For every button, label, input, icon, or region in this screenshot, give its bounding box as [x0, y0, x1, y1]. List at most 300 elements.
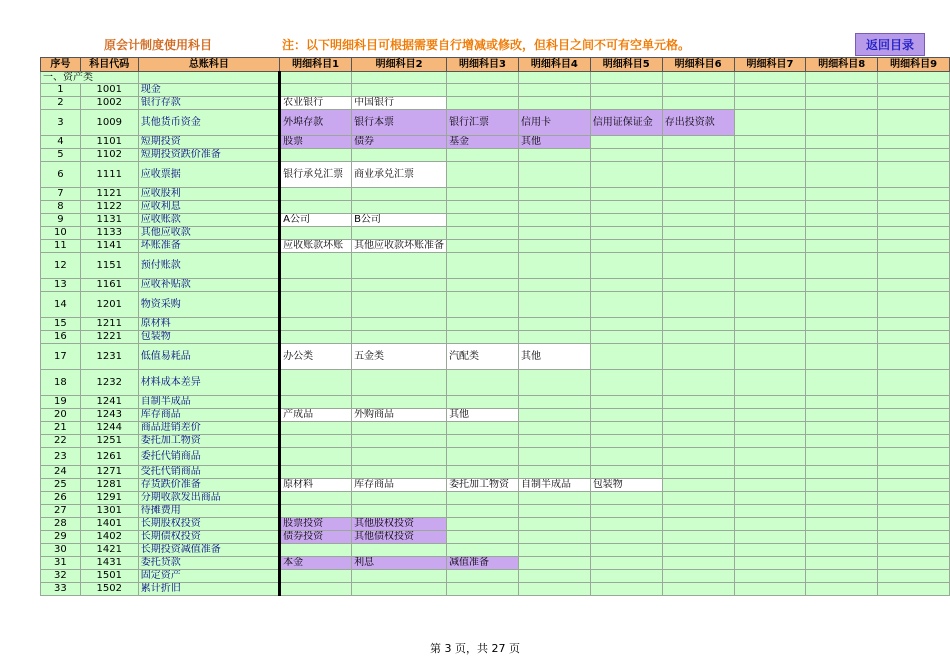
- detail-cell[interactable]: [590, 435, 662, 448]
- detail-cell[interactable]: 信用证保证金: [590, 110, 662, 136]
- detail-cell[interactable]: [518, 557, 590, 570]
- detail-cell[interactable]: [806, 505, 878, 518]
- detail-cell[interactable]: [447, 531, 519, 544]
- detail-cell[interactable]: [662, 240, 734, 253]
- detail-cell[interactable]: [447, 370, 519, 396]
- detail-cell[interactable]: [662, 518, 734, 531]
- detail-cell[interactable]: [734, 149, 806, 162]
- detail-cell[interactable]: [447, 279, 519, 292]
- account-code[interactable]: 1121: [80, 188, 138, 201]
- detail-cell[interactable]: [590, 505, 662, 518]
- detail-cell[interactable]: [878, 162, 950, 188]
- detail-cell[interactable]: 银行承兑汇票: [280, 162, 352, 188]
- detail-cell[interactable]: [590, 240, 662, 253]
- detail-cell[interactable]: [662, 331, 734, 344]
- detail-cell[interactable]: [447, 318, 519, 331]
- detail-cell[interactable]: 五金类: [352, 344, 447, 370]
- account-code[interactable]: 1122: [80, 201, 138, 214]
- detail-cell[interactable]: [734, 435, 806, 448]
- detail-cell[interactable]: [518, 188, 590, 201]
- detail-cell[interactable]: [734, 544, 806, 557]
- detail-cell[interactable]: [518, 84, 590, 97]
- detail-cell[interactable]: [590, 492, 662, 505]
- detail-cell[interactable]: [662, 253, 734, 279]
- account-name[interactable]: 短期投资跌价准备: [138, 149, 279, 162]
- account-code[interactable]: 1111: [80, 162, 138, 188]
- detail-cell[interactable]: [806, 149, 878, 162]
- detail-cell[interactable]: [518, 583, 590, 596]
- detail-cell[interactable]: [590, 84, 662, 97]
- detail-cell[interactable]: [734, 136, 806, 149]
- detail-cell[interactable]: [734, 583, 806, 596]
- detail-cell[interactable]: [806, 240, 878, 253]
- detail-cell[interactable]: [352, 544, 447, 557]
- detail-cell[interactable]: A公司: [280, 214, 352, 227]
- account-code[interactable]: 1001: [80, 84, 138, 97]
- detail-cell[interactable]: [878, 149, 950, 162]
- detail-cell[interactable]: [878, 292, 950, 318]
- account-name[interactable]: 长期投资减值准备: [138, 544, 279, 557]
- account-name[interactable]: 应收账款: [138, 214, 279, 227]
- account-name[interactable]: 累计折旧: [138, 583, 279, 596]
- detail-cell[interactable]: [352, 570, 447, 583]
- detail-cell[interactable]: [734, 188, 806, 201]
- account-code[interactable]: 1211: [80, 318, 138, 331]
- account-name[interactable]: 短期投资: [138, 136, 279, 149]
- detail-cell[interactable]: [734, 396, 806, 409]
- detail-cell[interactable]: [734, 531, 806, 544]
- account-code[interactable]: 1281: [80, 479, 138, 492]
- detail-cell[interactable]: [734, 557, 806, 570]
- detail-cell[interactable]: [878, 435, 950, 448]
- detail-cell[interactable]: [518, 370, 590, 396]
- detail-cell[interactable]: [662, 136, 734, 149]
- detail-cell[interactable]: 自制半成品: [518, 479, 590, 492]
- detail-cell[interactable]: [878, 583, 950, 596]
- detail-cell[interactable]: [518, 448, 590, 466]
- detail-cell[interactable]: [806, 72, 878, 84]
- detail-cell[interactable]: [518, 531, 590, 544]
- detail-cell[interactable]: [662, 214, 734, 227]
- detail-cell[interactable]: [806, 97, 878, 110]
- detail-cell[interactable]: [590, 422, 662, 435]
- account-name[interactable]: 银行存款: [138, 97, 279, 110]
- detail-cell[interactable]: [734, 492, 806, 505]
- detail-cell[interactable]: 其他: [518, 136, 590, 149]
- account-name[interactable]: 库存商品: [138, 409, 279, 422]
- detail-cell[interactable]: [518, 518, 590, 531]
- detail-cell[interactable]: [518, 435, 590, 448]
- detail-cell[interactable]: [518, 214, 590, 227]
- detail-cell[interactable]: [878, 492, 950, 505]
- account-name[interactable]: 其他货币资金: [138, 110, 279, 136]
- detail-cell[interactable]: [806, 188, 878, 201]
- detail-cell[interactable]: [518, 331, 590, 344]
- detail-cell[interactable]: [734, 505, 806, 518]
- detail-cell[interactable]: [590, 370, 662, 396]
- detail-cell[interactable]: [518, 292, 590, 318]
- detail-cell[interactable]: [352, 292, 447, 318]
- account-code[interactable]: 1131: [80, 214, 138, 227]
- detail-cell[interactable]: [590, 518, 662, 531]
- detail-cell[interactable]: [518, 201, 590, 214]
- detail-cell[interactable]: [280, 492, 352, 505]
- detail-cell[interactable]: [518, 466, 590, 479]
- detail-cell[interactable]: 委托加工物资: [447, 479, 519, 492]
- detail-cell[interactable]: [447, 149, 519, 162]
- account-name[interactable]: 长期股权投资: [138, 518, 279, 531]
- detail-cell[interactable]: [878, 331, 950, 344]
- detail-cell[interactable]: [352, 448, 447, 466]
- detail-cell[interactable]: 其他: [518, 344, 590, 370]
- detail-cell[interactable]: [734, 570, 806, 583]
- detail-cell[interactable]: 包装物: [590, 479, 662, 492]
- detail-cell[interactable]: 本金: [280, 557, 352, 570]
- detail-cell[interactable]: [447, 466, 519, 479]
- detail-cell[interactable]: [447, 227, 519, 240]
- account-name[interactable]: 应收补贴款: [138, 279, 279, 292]
- detail-cell[interactable]: [590, 201, 662, 214]
- detail-cell[interactable]: [518, 253, 590, 279]
- detail-cell[interactable]: [447, 97, 519, 110]
- detail-cell[interactable]: [878, 97, 950, 110]
- detail-cell[interactable]: [352, 370, 447, 396]
- detail-cell[interactable]: [662, 97, 734, 110]
- detail-cell[interactable]: [734, 84, 806, 97]
- detail-cell[interactable]: [806, 396, 878, 409]
- detail-cell[interactable]: [878, 448, 950, 466]
- account-name[interactable]: 自制半成品: [138, 396, 279, 409]
- detail-cell[interactable]: [734, 448, 806, 466]
- account-code[interactable]: 1102: [80, 149, 138, 162]
- detail-cell[interactable]: [447, 162, 519, 188]
- detail-cell[interactable]: [518, 97, 590, 110]
- account-name[interactable]: 原材料: [138, 318, 279, 331]
- detail-cell[interactable]: [806, 331, 878, 344]
- detail-cell[interactable]: [806, 544, 878, 557]
- detail-cell[interactable]: [352, 227, 447, 240]
- detail-cell[interactable]: [280, 505, 352, 518]
- detail-cell[interactable]: [352, 318, 447, 331]
- detail-cell[interactable]: [352, 422, 447, 435]
- detail-cell[interactable]: [352, 188, 447, 201]
- detail-cell[interactable]: [280, 435, 352, 448]
- detail-cell[interactable]: B公司: [352, 214, 447, 227]
- detail-cell[interactable]: 商业承兑汇票: [352, 162, 447, 188]
- detail-cell[interactable]: [447, 396, 519, 409]
- detail-cell[interactable]: [590, 279, 662, 292]
- detail-cell[interactable]: [662, 344, 734, 370]
- account-code[interactable]: 1271: [80, 466, 138, 479]
- detail-cell[interactable]: [590, 409, 662, 422]
- detail-cell[interactable]: [878, 240, 950, 253]
- detail-cell[interactable]: [352, 492, 447, 505]
- detail-cell[interactable]: [352, 84, 447, 97]
- account-name[interactable]: 存货跌价准备: [138, 479, 279, 492]
- detail-cell[interactable]: 汽配类: [447, 344, 519, 370]
- detail-cell[interactable]: [280, 318, 352, 331]
- account-code[interactable]: 1301: [80, 505, 138, 518]
- detail-cell[interactable]: [280, 201, 352, 214]
- detail-cell[interactable]: [280, 253, 352, 279]
- detail-cell[interactable]: [878, 518, 950, 531]
- detail-cell[interactable]: [590, 149, 662, 162]
- detail-cell[interactable]: [734, 279, 806, 292]
- detail-cell[interactable]: [447, 518, 519, 531]
- detail-cell[interactable]: [280, 72, 352, 84]
- detail-cell[interactable]: [447, 253, 519, 279]
- account-name[interactable]: 待摊费用: [138, 505, 279, 518]
- detail-cell[interactable]: [447, 570, 519, 583]
- account-name[interactable]: 现金: [138, 84, 279, 97]
- account-code[interactable]: 1431: [80, 557, 138, 570]
- detail-cell[interactable]: [352, 583, 447, 596]
- detail-cell[interactable]: [734, 292, 806, 318]
- detail-cell[interactable]: [878, 370, 950, 396]
- account-code[interactable]: 1201: [80, 292, 138, 318]
- detail-cell[interactable]: [806, 531, 878, 544]
- detail-cell[interactable]: [806, 479, 878, 492]
- detail-cell[interactable]: [280, 149, 352, 162]
- account-code[interactable]: 1402: [80, 531, 138, 544]
- detail-cell[interactable]: [734, 479, 806, 492]
- account-code[interactable]: 1261: [80, 448, 138, 466]
- detail-cell[interactable]: [518, 149, 590, 162]
- detail-cell[interactable]: [806, 201, 878, 214]
- detail-cell[interactable]: [734, 162, 806, 188]
- detail-cell[interactable]: [590, 544, 662, 557]
- detail-cell[interactable]: [734, 201, 806, 214]
- detail-cell[interactable]: 信用卡: [518, 110, 590, 136]
- detail-cell[interactable]: [447, 188, 519, 201]
- detail-cell[interactable]: [662, 544, 734, 557]
- detail-cell[interactable]: [518, 544, 590, 557]
- detail-cell[interactable]: [352, 201, 447, 214]
- account-name[interactable]: 坏账准备: [138, 240, 279, 253]
- account-name[interactable]: 低值易耗品: [138, 344, 279, 370]
- detail-cell[interactable]: [806, 435, 878, 448]
- detail-cell[interactable]: [806, 292, 878, 318]
- detail-cell[interactable]: [280, 466, 352, 479]
- detail-cell[interactable]: [806, 518, 878, 531]
- account-name[interactable]: 包装物: [138, 331, 279, 344]
- detail-cell[interactable]: [806, 557, 878, 570]
- detail-cell[interactable]: [447, 422, 519, 435]
- detail-cell[interactable]: [662, 201, 734, 214]
- account-code[interactable]: 1232: [80, 370, 138, 396]
- detail-cell[interactable]: [662, 557, 734, 570]
- account-code[interactable]: 1501: [80, 570, 138, 583]
- detail-cell[interactable]: [352, 279, 447, 292]
- detail-cell[interactable]: [280, 370, 352, 396]
- detail-cell[interactable]: [518, 162, 590, 188]
- detail-cell[interactable]: 存出投资款: [662, 110, 734, 136]
- return-to-index-button[interactable]: 返回目录: [855, 33, 925, 56]
- detail-cell[interactable]: [806, 370, 878, 396]
- detail-cell[interactable]: [878, 466, 950, 479]
- detail-cell[interactable]: [806, 214, 878, 227]
- detail-cell[interactable]: [518, 396, 590, 409]
- detail-cell[interactable]: [590, 227, 662, 240]
- detail-cell[interactable]: [878, 188, 950, 201]
- account-name[interactable]: 长期债权投资: [138, 531, 279, 544]
- detail-cell[interactable]: 利息: [352, 557, 447, 570]
- detail-cell[interactable]: 原材料: [280, 479, 352, 492]
- detail-cell[interactable]: [806, 227, 878, 240]
- detail-cell[interactable]: [280, 227, 352, 240]
- detail-cell[interactable]: [518, 409, 590, 422]
- account-code[interactable]: 1221: [80, 331, 138, 344]
- detail-cell[interactable]: [734, 227, 806, 240]
- detail-cell[interactable]: [878, 253, 950, 279]
- detail-cell[interactable]: 库存商品: [352, 479, 447, 492]
- detail-cell[interactable]: [662, 162, 734, 188]
- detail-cell[interactable]: 股票: [280, 136, 352, 149]
- detail-cell[interactable]: [878, 72, 950, 84]
- account-name[interactable]: 委托代销商品: [138, 448, 279, 466]
- detail-cell[interactable]: [590, 292, 662, 318]
- account-name[interactable]: 分期收款发出商品: [138, 492, 279, 505]
- detail-cell[interactable]: [806, 253, 878, 279]
- detail-cell[interactable]: [280, 84, 352, 97]
- detail-cell[interactable]: [878, 396, 950, 409]
- detail-cell[interactable]: [662, 492, 734, 505]
- detail-cell[interactable]: [662, 479, 734, 492]
- detail-cell[interactable]: 其他债权投资: [352, 531, 447, 544]
- detail-cell[interactable]: [878, 201, 950, 214]
- detail-cell[interactable]: [447, 492, 519, 505]
- account-code[interactable]: 1133: [80, 227, 138, 240]
- detail-cell[interactable]: [662, 292, 734, 318]
- detail-cell[interactable]: [280, 188, 352, 201]
- detail-cell[interactable]: [590, 253, 662, 279]
- detail-cell[interactable]: [806, 136, 878, 149]
- detail-cell[interactable]: [806, 583, 878, 596]
- detail-cell[interactable]: [662, 279, 734, 292]
- account-code[interactable]: 1002: [80, 97, 138, 110]
- detail-cell[interactable]: 银行本票: [352, 110, 447, 136]
- detail-cell[interactable]: [352, 253, 447, 279]
- account-name[interactable]: 委托贷款: [138, 557, 279, 570]
- detail-cell[interactable]: [518, 492, 590, 505]
- detail-cell[interactable]: 办公类: [280, 344, 352, 370]
- detail-cell[interactable]: [806, 162, 878, 188]
- detail-cell[interactable]: [280, 396, 352, 409]
- detail-cell[interactable]: [662, 396, 734, 409]
- detail-cell[interactable]: [878, 214, 950, 227]
- detail-cell[interactable]: [352, 466, 447, 479]
- detail-cell[interactable]: [878, 531, 950, 544]
- detail-cell[interactable]: 基金: [447, 136, 519, 149]
- detail-cell[interactable]: [352, 72, 447, 84]
- detail-cell[interactable]: [734, 466, 806, 479]
- detail-cell[interactable]: [518, 279, 590, 292]
- detail-cell[interactable]: 债券: [352, 136, 447, 149]
- detail-cell[interactable]: [878, 136, 950, 149]
- account-code[interactable]: 1244: [80, 422, 138, 435]
- detail-cell[interactable]: [280, 331, 352, 344]
- account-code[interactable]: 1009: [80, 110, 138, 136]
- detail-cell[interactable]: [447, 448, 519, 466]
- detail-cell[interactable]: [447, 240, 519, 253]
- detail-cell[interactable]: [447, 505, 519, 518]
- detail-cell[interactable]: [734, 370, 806, 396]
- detail-cell[interactable]: [806, 318, 878, 331]
- account-name[interactable]: 受托代销商品: [138, 466, 279, 479]
- detail-cell[interactable]: [734, 518, 806, 531]
- detail-cell[interactable]: [662, 72, 734, 84]
- account-name[interactable]: 物资采购: [138, 292, 279, 318]
- detail-cell[interactable]: [280, 448, 352, 466]
- detail-cell[interactable]: [806, 409, 878, 422]
- detail-cell[interactable]: [590, 331, 662, 344]
- detail-cell[interactable]: [518, 318, 590, 331]
- detail-cell[interactable]: [662, 531, 734, 544]
- detail-cell[interactable]: [806, 492, 878, 505]
- detail-cell[interactable]: [590, 72, 662, 84]
- detail-cell[interactable]: 减值准备: [447, 557, 519, 570]
- detail-cell[interactable]: [734, 214, 806, 227]
- detail-cell[interactable]: [734, 422, 806, 435]
- detail-cell[interactable]: 股票投资: [280, 518, 352, 531]
- detail-cell[interactable]: [662, 188, 734, 201]
- detail-cell[interactable]: [590, 188, 662, 201]
- account-name[interactable]: 其他应收款: [138, 227, 279, 240]
- detail-cell[interactable]: [447, 435, 519, 448]
- account-code[interactable]: 1502: [80, 583, 138, 596]
- detail-cell[interactable]: [878, 110, 950, 136]
- detail-cell[interactable]: [280, 422, 352, 435]
- detail-cell[interactable]: 外购商品: [352, 409, 447, 422]
- detail-cell[interactable]: [518, 505, 590, 518]
- detail-cell[interactable]: [806, 84, 878, 97]
- detail-cell[interactable]: [590, 344, 662, 370]
- account-code[interactable]: 1161: [80, 279, 138, 292]
- detail-cell[interactable]: [447, 84, 519, 97]
- detail-cell[interactable]: [590, 466, 662, 479]
- detail-cell[interactable]: [352, 149, 447, 162]
- account-code[interactable]: 1401: [80, 518, 138, 531]
- account-code[interactable]: 1421: [80, 544, 138, 557]
- detail-cell[interactable]: 应收账款坏账: [280, 240, 352, 253]
- detail-cell[interactable]: [662, 466, 734, 479]
- detail-cell[interactable]: [662, 409, 734, 422]
- detail-cell[interactable]: [878, 570, 950, 583]
- detail-cell[interactable]: [590, 448, 662, 466]
- detail-cell[interactable]: [280, 292, 352, 318]
- account-name[interactable]: 应收票据: [138, 162, 279, 188]
- detail-cell[interactable]: [590, 570, 662, 583]
- detail-cell[interactable]: [280, 279, 352, 292]
- detail-cell[interactable]: [806, 279, 878, 292]
- detail-cell[interactable]: 债券投资: [280, 531, 352, 544]
- detail-cell[interactable]: [662, 570, 734, 583]
- detail-cell[interactable]: [878, 505, 950, 518]
- account-name[interactable]: 预付账款: [138, 253, 279, 279]
- detail-cell[interactable]: [734, 253, 806, 279]
- account-code[interactable]: 1101: [80, 136, 138, 149]
- detail-cell[interactable]: [662, 435, 734, 448]
- detail-cell[interactable]: [280, 583, 352, 596]
- detail-cell[interactable]: [662, 422, 734, 435]
- detail-cell[interactable]: [734, 72, 806, 84]
- account-code[interactable]: 1141: [80, 240, 138, 253]
- detail-cell[interactable]: [518, 422, 590, 435]
- detail-cell[interactable]: [590, 162, 662, 188]
- detail-cell[interactable]: [878, 344, 950, 370]
- detail-cell[interactable]: [280, 544, 352, 557]
- detail-cell[interactable]: 其他: [447, 409, 519, 422]
